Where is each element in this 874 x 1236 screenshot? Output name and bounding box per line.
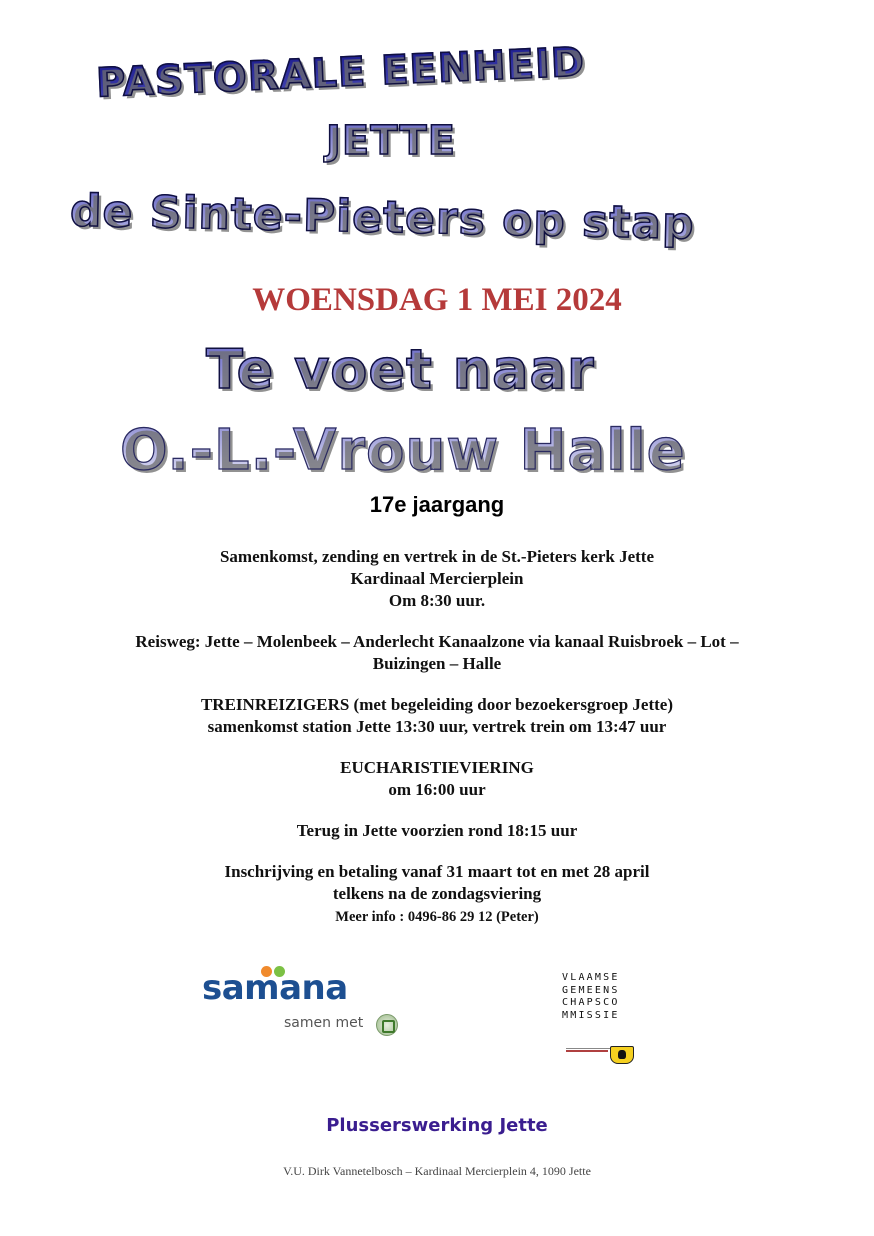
gathering-line-3: Om 8:30 uur. — [388, 591, 486, 610]
route-block — [0, 631, 874, 675]
event-details — [0, 546, 874, 928]
train-block — [0, 694, 874, 738]
train-line-2: samenkomst station Jette 13:30 uur, vertrek trein om 13:47 uur — [207, 717, 667, 736]
vgc-line-4: MMISSIE — [562, 1009, 620, 1021]
samana-tagline: samen met — [284, 1015, 364, 1031]
vgc-line-1: VLAAMSE — [562, 972, 620, 983]
organizer-name: Plusserswerking Jette — [326, 1115, 548, 1136]
gathering-line-2: Kardinaal Mercierplein — [350, 569, 524, 588]
edition-label: 17e jaargang — [369, 492, 505, 517]
gathering-block — [0, 546, 874, 612]
train-line-1: TREINREIZIGERS (met begeleiding door bezoekersgroep Jette) — [200, 695, 674, 714]
registration-line-2: telkens na de zondagsviering — [332, 884, 542, 903]
title-pastorale-eenheid: PASTORALE EENHEID — [95, 39, 586, 107]
title-jette: JETTE — [326, 118, 457, 164]
registration-line-1: Inschrijving en betaling vanaf 31 maart tot en met 28 april — [224, 862, 650, 881]
samana-wordmark: samana — [202, 968, 348, 1008]
registration-block — [0, 861, 874, 928]
route-line-1: Reisweg: Jette – Molenbeek – Anderlecht Kanaalzone via kanaal Ruisbroek – Lot – — [135, 632, 739, 651]
return-line: Terug in Jette voorzien rond 18:15 uur — [296, 821, 578, 840]
vgc-line-3: CHAPSCO — [562, 997, 620, 1008]
badge-icon — [376, 1014, 398, 1036]
gathering-line-1: Samenkomst, zending en vertrek in de St.-Pieters kerk Jette — [219, 547, 655, 566]
vgc-mark — [566, 1050, 608, 1052]
headline-destination: O.-L.-Vrouw Halle — [120, 418, 686, 483]
title-sinte-pieters: de Sinte-Pieters op stap — [69, 185, 696, 250]
mass-block — [0, 757, 874, 801]
route-line-2: Buizingen – Halle — [372, 654, 502, 673]
vgc-line-2: GEMEENS — [562, 984, 620, 996]
headline-te-voet-naar: Te voet naar — [206, 338, 595, 401]
return-block — [0, 820, 874, 842]
mass-line-2: om 16:00 uur — [388, 780, 486, 799]
publisher-line: V.U. Dirk Vannetelbosch – Kardinaal Mercierplein 4, 1090 Jette — [283, 1164, 591, 1178]
event-date: WOENSDAG 1 MEI 2024 — [252, 282, 622, 318]
mass-line-1: EUCHARISTIEVIERING — [340, 758, 534, 777]
contact-info: Meer info : 0496-86 29 12 (Peter) — [335, 909, 539, 925]
samana-logo — [202, 962, 402, 1042]
lion-icon — [610, 1046, 634, 1064]
vgc-logo — [562, 972, 642, 1064]
